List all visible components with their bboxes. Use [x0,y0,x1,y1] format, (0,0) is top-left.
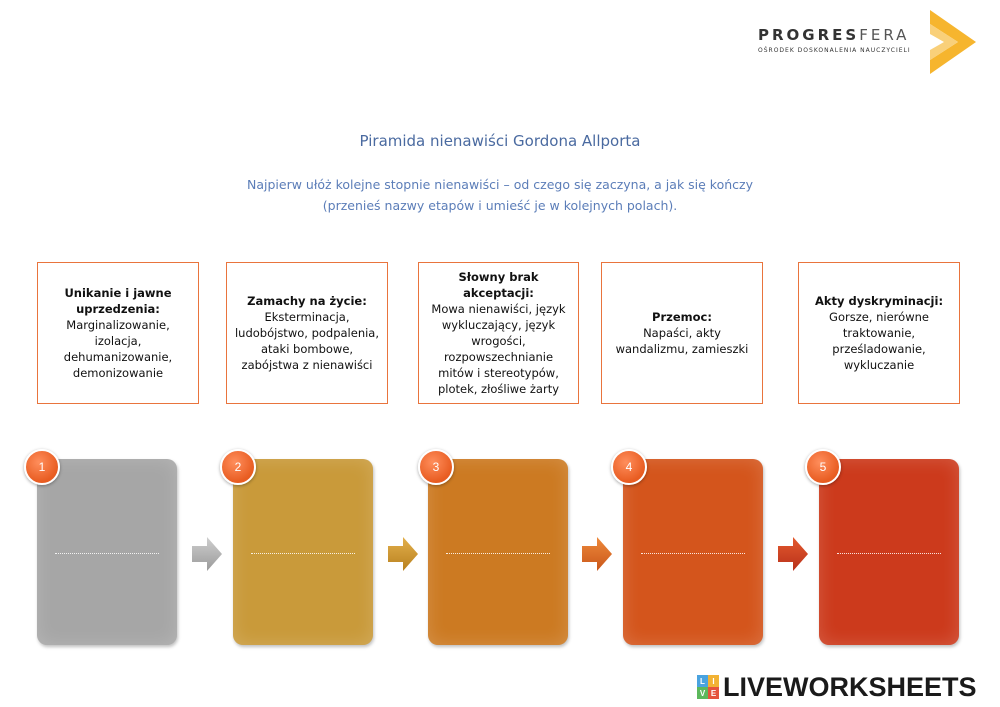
drop-slot-placeholder [837,553,941,554]
instructions [200,174,800,216]
drop-slot-5[interactable] [819,459,959,645]
liveworksheets-icon: L I V E [697,675,719,699]
stage-card-akty[interactable] [798,262,960,404]
liveworksheets-text: LIVEWORKSHEETS [723,671,977,702]
logo-subtitle: OŚRODEK DOSKONALENIA NAUCZYCIELI [758,47,911,54]
drop-slot-placeholder [55,553,159,554]
stage-card-przemoc[interactable] [601,262,763,404]
stage-card-zamachy[interactable] [226,262,388,404]
stage-card-body: Napaści, akty wandalizmu, zamieszki [615,326,749,356]
stage-card-body: Marginalizowanie, izolacja, dehumanizowanie, demonizowanie [63,318,173,380]
stage-card-title: Unikanie i jawne uprzedzenia: [64,286,172,316]
stage-card-title: Zamachy na życie: [247,294,367,308]
stage-card-slowny[interactable] [418,262,579,404]
drop-slot-placeholder [641,553,745,554]
step-badge-4: 4 [611,449,647,485]
arrow-right-icon [192,537,222,571]
stage-card-title: Przemoc: [652,310,712,324]
stage-card-title: Słowny brak akceptacji: [458,270,539,300]
drop-slot-2[interactable] [233,459,373,645]
step-badge-3: 3 [418,449,454,485]
instructions-line-2: (przenieś nazwy etapów i umieść je w kolejnych polach). [322,198,678,213]
drop-slot-4[interactable] [623,459,763,645]
step-badge-5: 5 [805,449,841,485]
stage-card-body: Gorsze, nierówne traktowanie, prześladowanie, wykluczanie [829,310,929,372]
drop-slot-3[interactable] [428,459,568,645]
step-badge-1: 1 [24,449,60,485]
logo-text: PROGRESFERA [758,26,910,44]
step-badge-2: 2 [220,449,256,485]
stage-card-title: Akty dyskryminacji: [814,294,944,308]
liveworksheets-logo [697,672,977,702]
stage-card-unikanie[interactable] [37,262,199,404]
instructions-line-1: Najpierw ułóż kolejne stopnie nienawiści – od czego się zaczyna, a jak się kończy [247,177,753,192]
drop-slot-1[interactable] [37,459,177,645]
drop-slot-placeholder [251,553,355,554]
chevron-logo-icon [928,10,978,74]
drop-slot-placeholder [446,553,550,554]
stage-card-body: Eksterminacja, ludobójstwo, podpalenia, ataki bombowe, zabójstwa z nienawiści [234,310,380,372]
page-title: Piramida nienawiści Gordona Allporta [359,132,641,150]
stage-card-body: Mowa nienawiści, język wykluczający, język wrogości, rozpowszechnianie mitów i stereotypów, plotek, złośliwe żarty [431,302,566,396]
arrow-right-icon [388,537,418,571]
arrow-right-icon [778,537,808,571]
arrow-right-icon [582,537,612,571]
progresfera-logo [758,16,978,74]
